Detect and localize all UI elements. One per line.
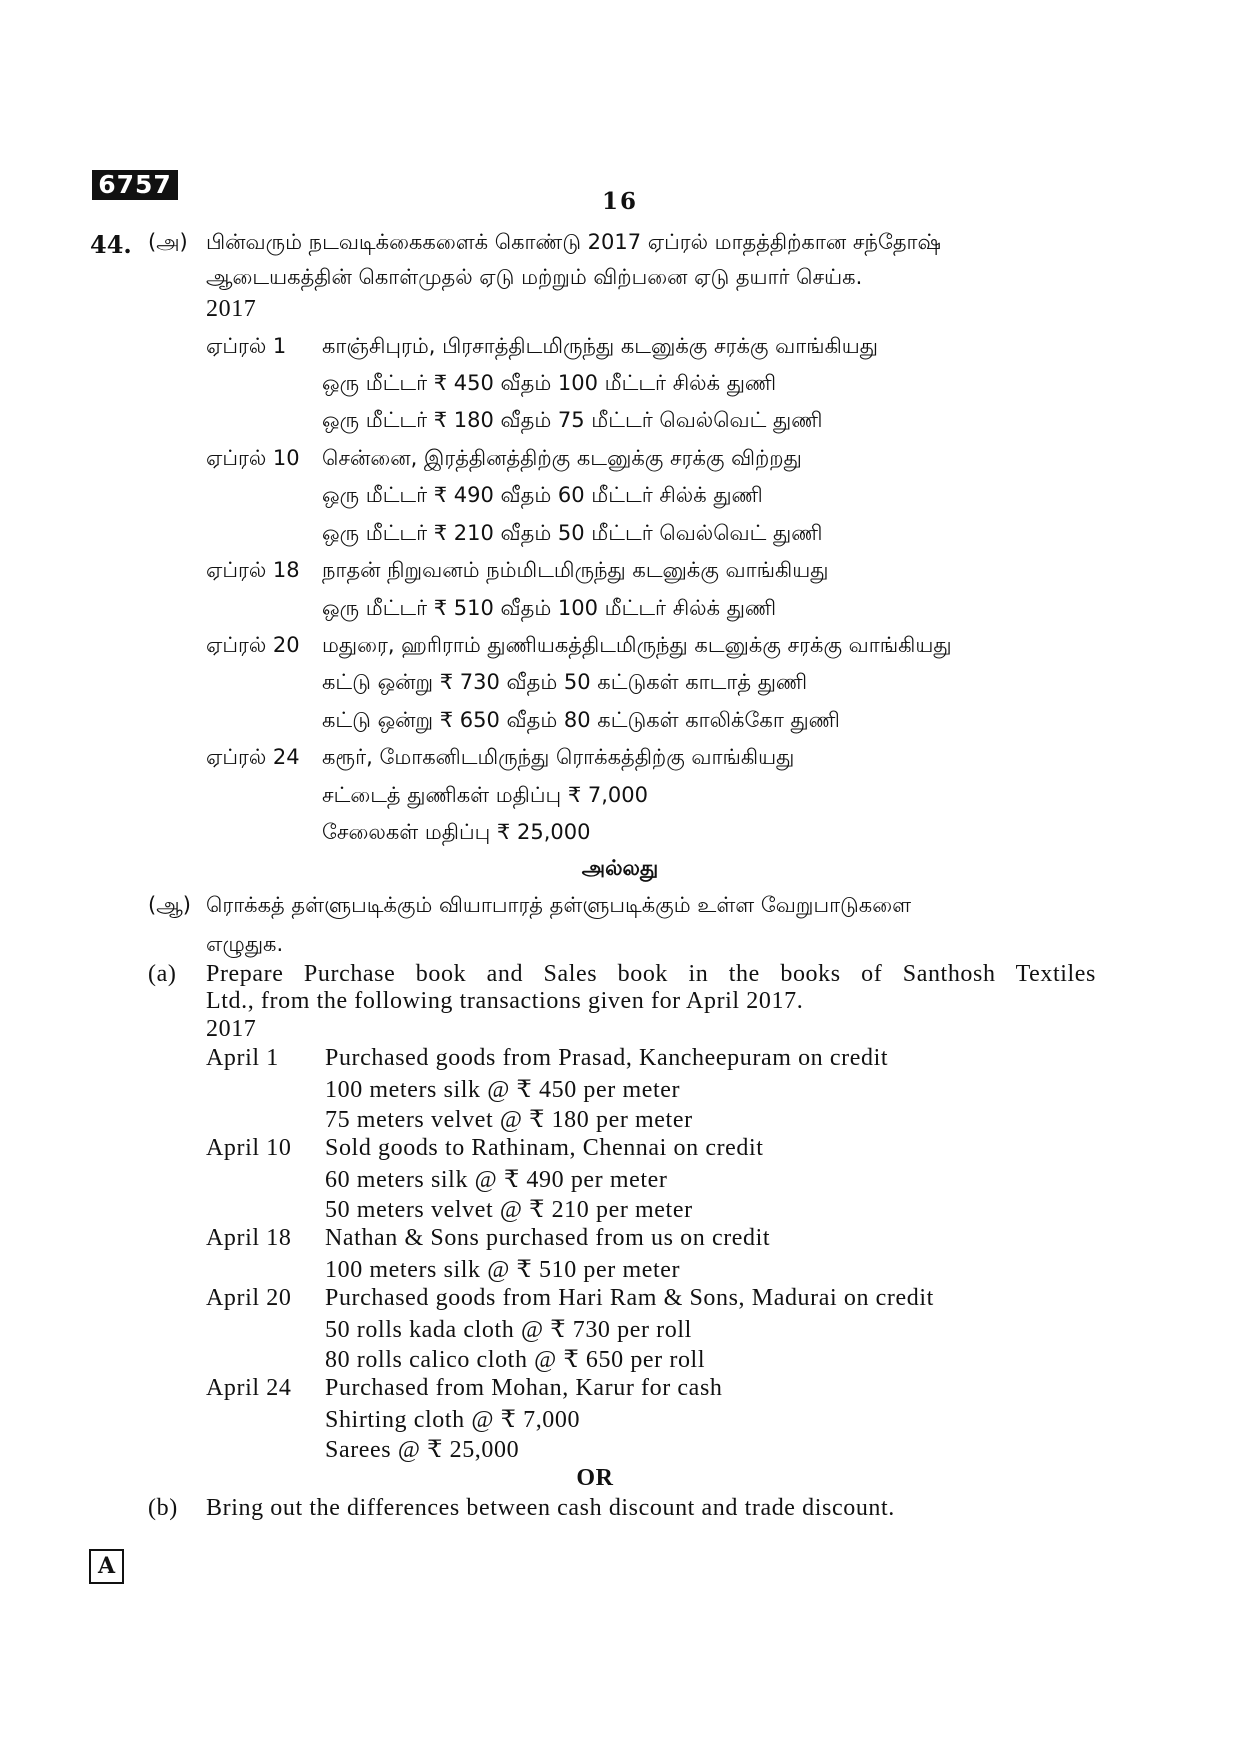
tamil-txn-detail: ஒரு மீட்டர் ₹ 180 வீதம் 75 மீட்டர் வெல்வெட் துணி <box>322 408 823 432</box>
tamil-txn-desc: மதுரை, ஹரிராம் துணியகத்திடமிருந்து கடனுக்கு சரக்கு வாங்கியது <box>322 633 952 657</box>
tamil-intro-line-2: ஆடையகத்தின் கொள்முதல் ஏடு மற்றும் விற்பனை ஏடு தயார் செய்க. <box>206 265 863 289</box>
paper-code-badge: 6757 <box>92 170 178 200</box>
english-txn-date: April 1 <box>206 1045 279 1071</box>
tamil-txn-detail: ஒரு மீட்டர் ₹ 490 வீதம் 60 மீட்டர் சில்க் துணி <box>322 483 763 507</box>
tamil-txn-detail: ஒரு மீட்டர் ₹ 510 வீதம் 100 மீட்டர் சில்க் துணி <box>322 596 777 620</box>
english-txn-detail: 80 rolls calico cloth @ ₹ 650 per roll <box>325 1347 706 1373</box>
english-txn-desc: Purchased from Mohan, Karur for cash <box>325 1375 723 1401</box>
english-txn-date: April 10 <box>206 1135 292 1161</box>
english-year: 2017 <box>206 1016 257 1042</box>
english-intro-line-1: Prepare Purchase book and Sales book in the books of Santhosh Textiles <box>206 961 1096 987</box>
tamil-intro-line-1 <box>206 230 1096 257</box>
english-part-a-marker: (a) <box>148 961 177 987</box>
tamil-txn-desc: காஞ்சிபுரம், பிரசாத்திடமிருந்து கடனுக்கு சரக்கு வாங்கியது <box>322 334 878 358</box>
english-txn-date: April 20 <box>206 1285 292 1311</box>
tamil-txn-desc: கரூர், மோகனிடமிருந்து ரொக்கத்திற்கு வாங்கியது <box>322 745 795 769</box>
tamil-part-b-line-1-text: ரொக்கத் தள்ளுபடிக்கும் வியாபாரத் தள்ளுபடிக்கும் உள்ள வேறுபாடுகளை <box>206 893 912 917</box>
english-txn-detail: 75 meters velvet @ ₹ 180 per meter <box>325 1107 693 1133</box>
tamil-txn-detail: சேலைகள் மதிப்பு ₹ 25,000 <box>322 820 591 844</box>
tamil-txn-date: ஏப்ரல் 18 <box>206 558 300 582</box>
tamil-intro-line-1-text: பின்வரும் நடவடிக்கைகளைக் கொண்டு 2017 ஏப்ரல் மாதத்திற்கான சந்தோஷ் <box>206 230 942 254</box>
tamil-txn-desc: நாதன் நிறுவனம் நம்மிடமிருந்து கடனுக்கு வாங்கியது <box>322 558 829 582</box>
english-txn-desc: Purchased goods from Prasad, Kancheepuram on credit <box>325 1045 889 1071</box>
english-part-b-text: Bring out the differences between cash discount and trade discount. <box>206 1495 895 1521</box>
tamil-txn-detail: ஒரு மீட்டர் ₹ 450 வீதம் 100 மீட்டர் சில்க் துணி <box>322 371 777 395</box>
english-txn-detail: Shirting cloth @ ₹ 7,000 <box>325 1407 581 1433</box>
tamil-part-b-marker: (ஆ) <box>148 893 191 917</box>
tamil-txn-date: ஏப்ரல் 24 <box>206 745 300 769</box>
tamil-txn-detail: சட்டைத் துணிகள் மதிப்பு ₹ 7,000 <box>322 783 648 807</box>
tamil-or-label: அல்லது <box>581 856 659 880</box>
tamil-part-b-line-1 <box>206 893 1096 920</box>
english-txn-detail: Sarees @ ₹ 25,000 <box>325 1437 520 1463</box>
english-txn-desc: Purchased goods from Hari Ram & Sons, Madurai on credit <box>325 1285 934 1311</box>
tamil-year: 2017 <box>206 296 257 322</box>
english-intro-line-2: Ltd., from the following transactions given for April 2017. <box>206 988 804 1014</box>
tamil-txn-date: ஏப்ரல் 10 <box>206 446 300 470</box>
english-txn-detail: 100 meters silk @ ₹ 450 per meter <box>325 1077 681 1103</box>
tamil-txn-date: ஏப்ரல் 20 <box>206 633 300 657</box>
english-or-label: OR <box>576 1465 614 1491</box>
english-txn-detail: 60 meters silk @ ₹ 490 per meter <box>325 1167 668 1193</box>
english-txn-detail: 100 meters silk @ ₹ 510 per meter <box>325 1257 681 1283</box>
tamil-txn-detail: கட்டு ஒன்று ₹ 730 வீதம் 50 கட்டுகள் காடாத் துணி <box>322 670 808 694</box>
tamil-txn-date: ஏப்ரல் 1 <box>206 334 287 358</box>
english-txn-date: April 24 <box>206 1375 292 1401</box>
english-txn-desc: Sold goods to Rathinam, Chennai on credit <box>325 1135 764 1161</box>
english-txn-detail: 50 rolls kada cloth @ ₹ 730 per roll <box>325 1317 692 1343</box>
tamil-txn-desc: சென்னை, இரத்தினத்திற்கு கடனுக்கு சரக்கு விற்றது <box>322 446 802 470</box>
question-number: 44. <box>90 230 132 259</box>
english-part-b-marker: (b) <box>148 1495 178 1521</box>
page-number: 16 <box>601 188 638 215</box>
version-mark-box: A <box>89 1549 124 1584</box>
english-txn-date: April 18 <box>206 1225 292 1251</box>
tamil-txn-detail: ஒரு மீட்டர் ₹ 210 வீதம் 50 மீட்டர் வெல்வெட் துணி <box>322 521 823 545</box>
tamil-part-b-line-2: எழுதுக. <box>206 932 284 956</box>
tamil-part-a-marker: (அ) <box>148 230 188 254</box>
english-txn-desc: Nathan & Sons purchased from us on credit <box>325 1225 771 1251</box>
tamil-txn-detail: கட்டு ஒன்று ₹ 650 வீதம் 80 கட்டுகள் காலிக்கோ துணி <box>322 708 840 732</box>
english-txn-detail: 50 meters velvet @ ₹ 210 per meter <box>325 1197 693 1223</box>
